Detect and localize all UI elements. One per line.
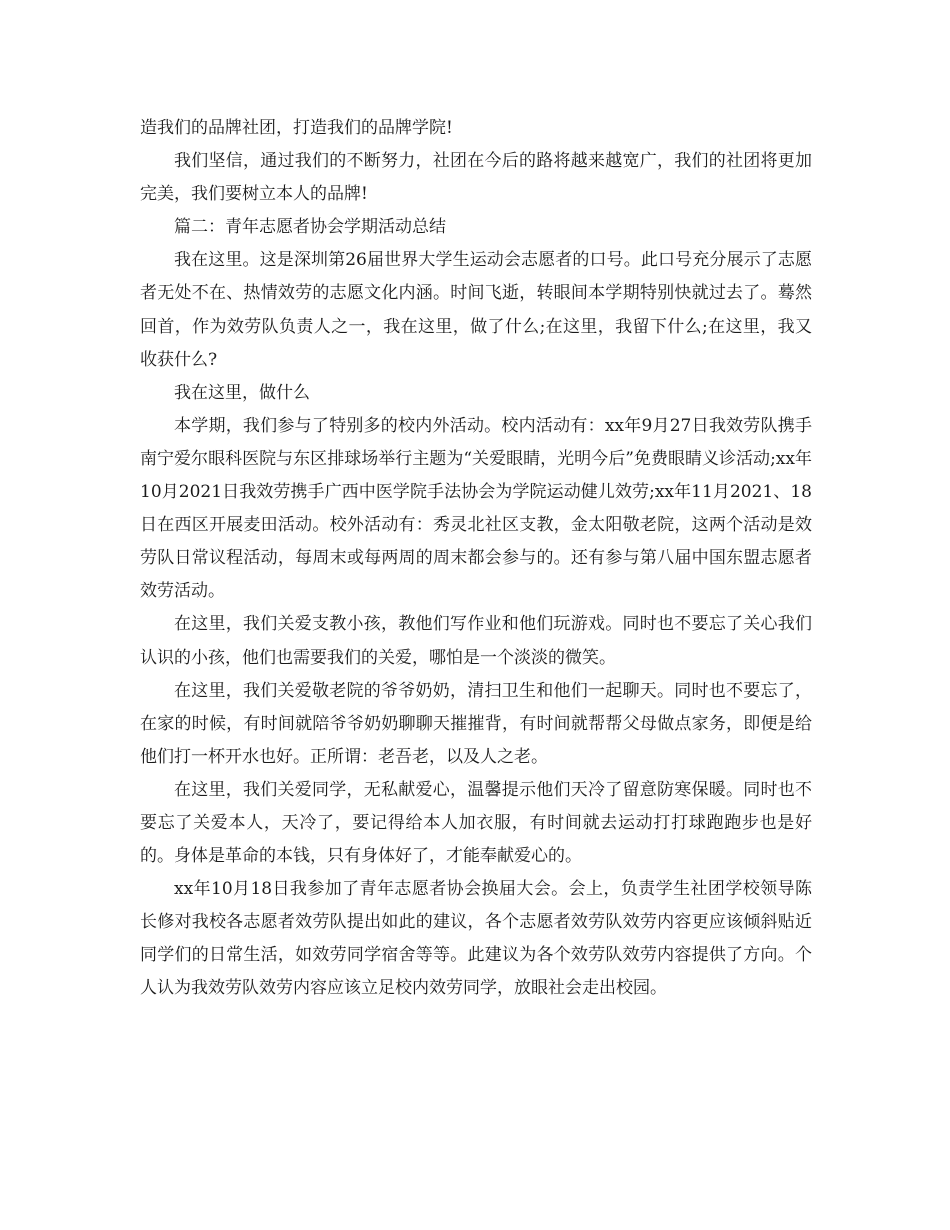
subsection-heading: 我在这里，做什么 [174,382,310,403]
paragraph-belief: 我们坚信，通过我们的不断努力，社团在今后的路将越来越宽广，我们的社团将更加完美，我们要树立本人的品牌! [140,151,812,205]
paragraph-meeting: xx年10月18日我参加了青年志愿者协会换届大会。会上，负责学生社团学校领导陈长修对我校各志愿者效劳队提出如此的建议，各个志愿者效劳队效劳内容更应该倾斜贴近同学们的日常生活，如效劳同学宿舍等等。此建议为各个效劳队效劳内容提供了方向。个人认为我效劳队效劳内容应该立足校内效劳同学，放眼社会走出校园。 [140,879,812,999]
document-page [140,112,812,1006]
section-heading: 篇二：青年志愿者协会学期活动总结 [174,217,446,238]
paragraph-continuation: 造我们的品牌社团，打造我们的品牌学院! [140,118,453,138]
paragraph-children: 在这里，我们关爱支教小孩，教他们写作业和他们玩游戏。同时也不要忘了关心我们认识的小孩，他们也需要我们的关爱，哪怕是一个淡淡的微笑。 [140,614,812,668]
paragraph-classmates: 在这里，我们关爱同学，无私献爱心，温馨提示他们天冷了留意防寒保暖。同时也不要忘了关爱本人，天冷了，要记得给本人加衣服，有时间就去运动打打球跑跑步也是好的。身体是革命的本钱，只有身体好了，才能奉献爱心的。 [140,779,812,867]
paragraph-elderly: 在这里，我们关爱敬老院的爷爷奶奶，清扫卫生和他们一起聊天。同时也不要忘了，在家的时候，有时间就陪爷爷奶奶聊聊天摧摧背，有时间就帮帮父母做点家务，即便是给他们打一杯开水也好。正所谓：老吾老，以及人之老。 [140,680,812,767]
paragraph-activities: 本学期，我们参与了特别多的校内外活动。校内活动有：xx年9月27日我效劳队携手南宁爱尔眼科医院与东区排球场举行主题为“关爱眼睛，光明今后”免费眼睛义诊活动;xx年10月2021日我效劳携手广西中医学院手法协会为学院运动健儿效劳;xx年11月2021、18日在西区开展麦田活动。校外活动有：秀灵北社区支教，金太阳敬老院，这两个活动是效劳队日常议程活动，每周末或每两周的周末都会参与的。还有参与第八届中国东盟志愿者效劳活动。 [140,415,812,602]
paragraph-intro: 我在这里。这是深圳第26届世界大学生运动会志愿者的口号。此口号充分展示了志愿者无处不在、热情效劳的志愿文化内涵。时间飞逝，转眼间本学期特别快就过去了。蓦然回首，作为效劳队负责人之一，我在这里，做了什么;在这里，我留下什么;在这里，我又收获什么? [140,250,812,370]
